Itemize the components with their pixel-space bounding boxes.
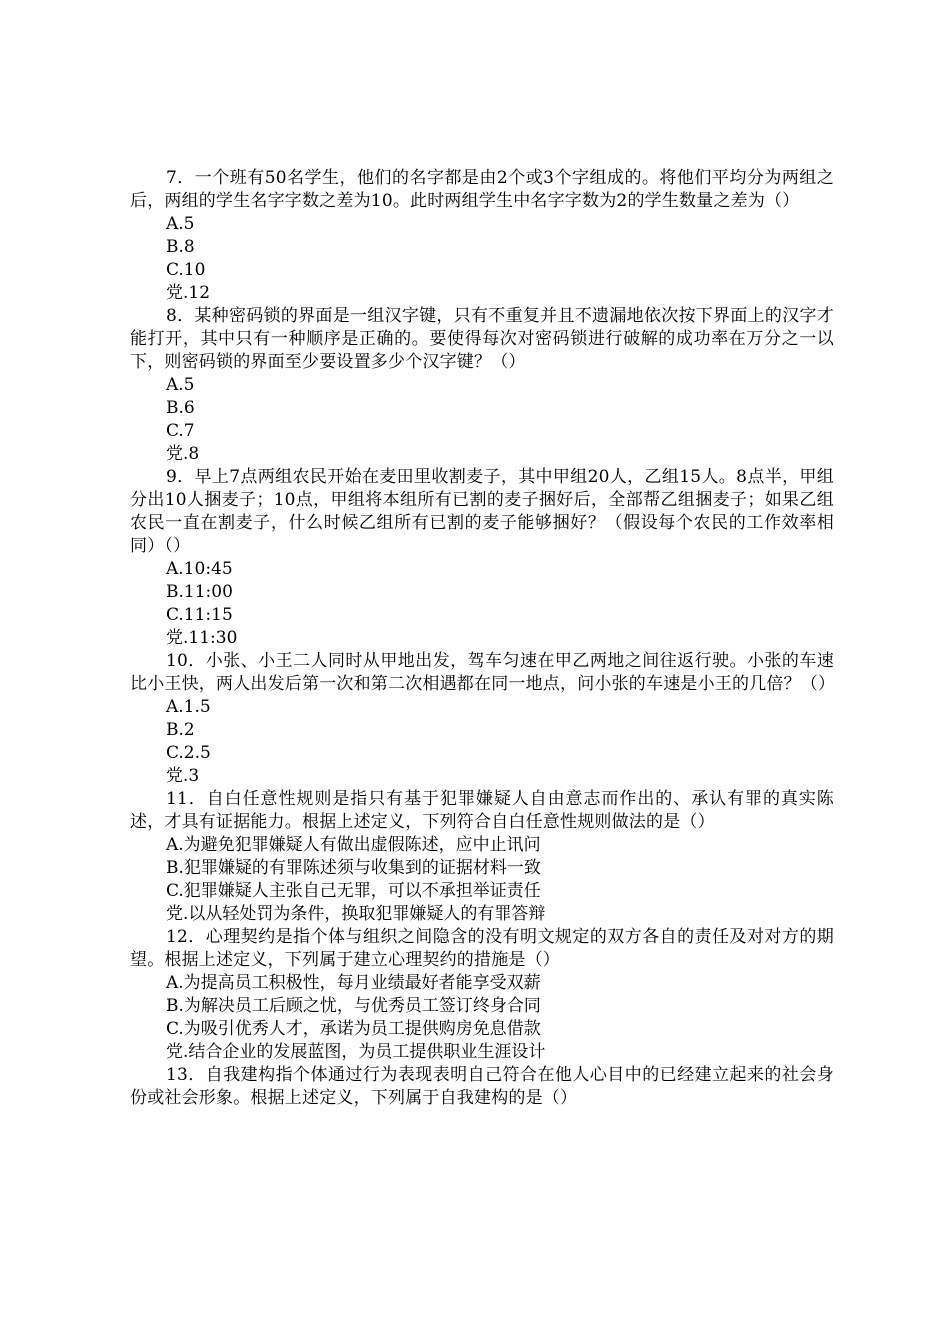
option-a: A.为提高员工积极性，每月业绩最好者能享受双薪 xyxy=(166,973,541,993)
option-c: C.犯罪嫌疑人主张自己无罪，可以不承担举证责任 xyxy=(166,881,541,901)
question-8 xyxy=(130,305,834,466)
option-c: C.为吸引优秀人才，承诺为员工提供购房免息借款 xyxy=(166,1019,541,1039)
question-11 xyxy=(130,788,834,926)
option-d: 党.结合企业的发展蓝图，为员工提供职业生涯设计 xyxy=(166,1042,546,1062)
question-10 xyxy=(130,650,834,788)
option-d: 党.3 xyxy=(166,766,200,786)
question-13 xyxy=(130,1064,834,1110)
option-b: B.8 xyxy=(166,237,195,257)
option-b: B.11:00 xyxy=(166,582,233,602)
question-list xyxy=(130,167,834,1110)
option-a: A.5 xyxy=(166,375,195,395)
option-b: B.犯罪嫌疑的有罪陈述须与收集到的证据材料一致 xyxy=(166,858,541,878)
option-d: 党.8 xyxy=(166,444,200,464)
question-text: 7．一个班有50名学生，他们的名字都是由2个或3个字组成的。将他们平均分为两组之后，两组的学生名字字数之差为10。此时两组学生中名字字数为2的学生数量之差为（） xyxy=(130,168,834,211)
option-a: A.5 xyxy=(166,214,195,234)
question-7 xyxy=(130,167,834,305)
option-c: C.10 xyxy=(166,260,206,280)
question-text: 10．小张、小王二人同时从甲地出发，驾车匀速在甲乙两地之间往返行驶。小张的车速比小王快，两人出发后第一次和第二次相遇都在同一地点，问小张的车速是小王的几倍？（） xyxy=(130,651,836,694)
question-text: 11．自白任意性规则是指只有基于犯罪嫌疑人自由意志而作出的、承认有罪的真实陈述，才具有证据能力。根据上述定义，下列符合自白任意性规则做法的是（） xyxy=(130,789,834,832)
option-c: C.7 xyxy=(166,421,195,441)
option-a: A.1.5 xyxy=(166,697,211,717)
question-text: 8．某种密码锁的界面是一组汉字键，只有不重复并且不遗漏地依次按下界面上的汉字才能打开，其中只有一种顺序是正确的。要使得每次对密码锁进行破解的成功率在万分之一以下，则密码锁的界面至少要设置多少个汉字键？（） xyxy=(130,306,834,372)
option-b: B.2 xyxy=(166,720,195,740)
question-9 xyxy=(130,466,834,650)
question-12 xyxy=(130,926,834,1064)
option-a: A.为避免犯罪嫌疑人有做出虚假陈述，应中止讯问 xyxy=(166,835,541,855)
question-text: 9．早上7点两组农民开始在麦田里收割麦子，其中甲组20人，乙组15人。8点半，甲组分出10人捆麦子；10点，甲组将本组所有已割的麦子捆好后，全部帮乙组捆麦子；如果乙组农民一直在割麦子，什么时候乙组所有已割的麦子能够捆好？（假设每个农民的工作效率相同）（） xyxy=(130,467,834,556)
option-d: 党.11:30 xyxy=(166,628,238,648)
option-b: B.为解决员工后顾之忧，与优秀员工签订终身合同 xyxy=(166,996,541,1016)
option-c: C.2.5 xyxy=(166,743,211,763)
option-d: 党.以从轻处罚为条件，换取犯罪嫌疑人的有罪答辩 xyxy=(166,904,546,924)
question-text: 12．心理契约是指个体与组织之间隐含的没有明文规定的双方各自的责任及对对方的期望。根据上述定义，下列属于建立心理契约的措施是（） xyxy=(130,927,834,970)
option-b: B.6 xyxy=(166,398,195,418)
question-text: 13．自我建构指个体通过行为表现表明自己符合在他人心目中的已经建立起来的社会身份或社会形象。根据上述定义，下列属于自我建构的是（） xyxy=(130,1065,834,1108)
option-a: A.10:45 xyxy=(166,559,233,579)
option-c: C.11:15 xyxy=(166,605,233,625)
option-d: 党.12 xyxy=(166,283,211,303)
